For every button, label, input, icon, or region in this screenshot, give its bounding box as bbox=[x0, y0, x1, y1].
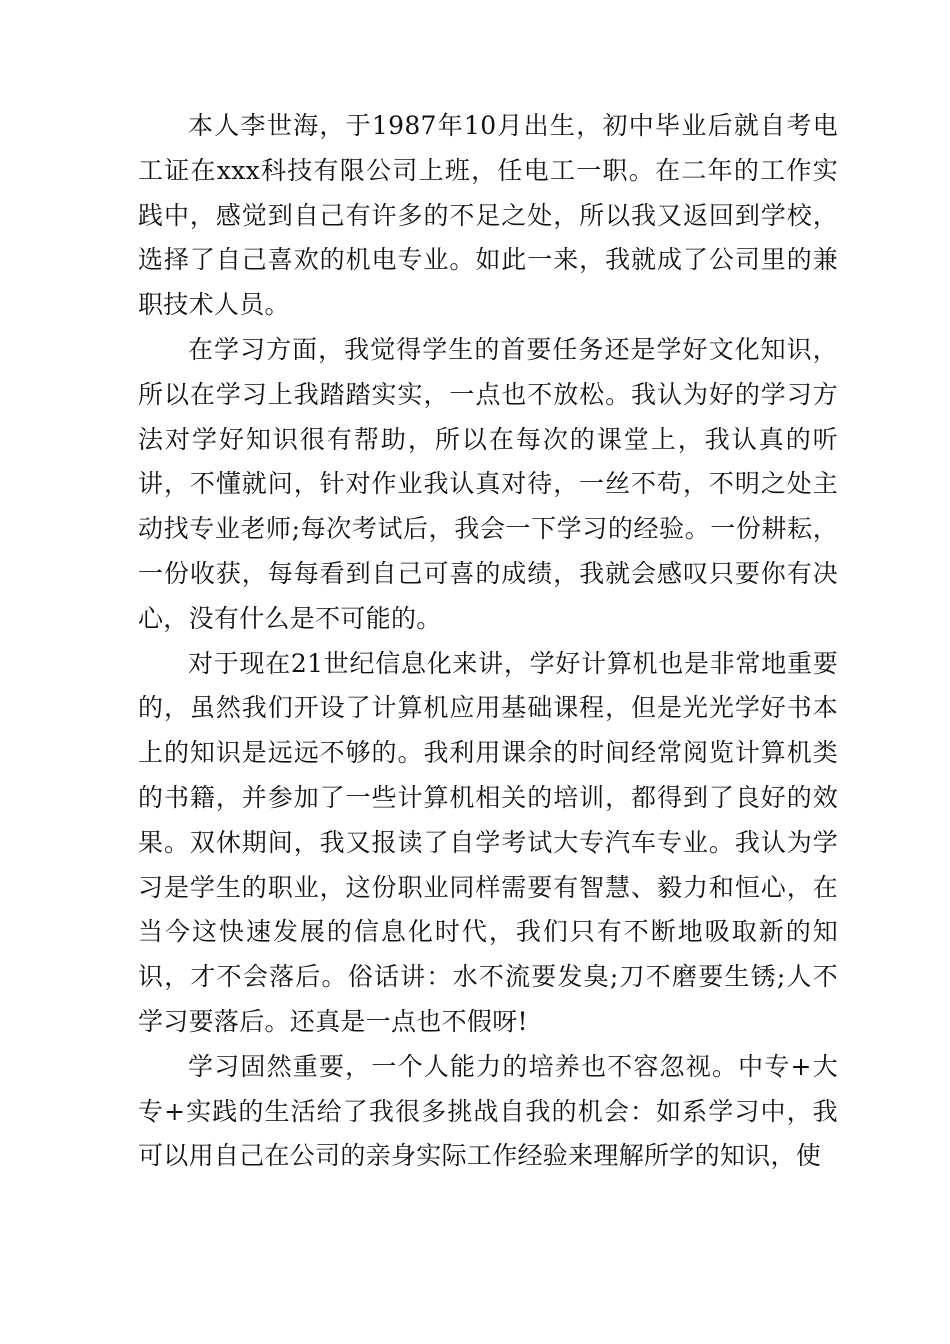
paragraph-intro: 本人李世海，于1987年10月出生，初中毕业后就自考电工证在xxx科技有限公司上班，任电工一职。在二年的工作实践中，感觉到自己有许多的不足之处，所以我又返回到学校，选择了自己喜欢的机电专业。如此一来，我就成了公司里的兼职技术人员。 bbox=[138, 111, 838, 320]
document-body bbox=[138, 104, 838, 1179]
paragraph-computer: 对于现在21世纪信息化来讲，学好计算机也是非常地重要的，虽然我们开设了计算机应用基础课程，但是光光学好书本上的知识是远远不够的。我利用课余的时间经常阅览计算机类的书籍，并参加了一些计算机相关的培训，都得到了良好的效果。双休期间，我又报读了自学考试大专汽车专业。我认为学习是学生的职业，这份职业同样需要有智慧、毅力和恒心，在当今这快速发展的信息化时代，我们只有不断地吸取新的知识，才不会落后。俗话讲：水不流要发臭;刀不磨要生锈;人不学习要落后。还真是一点也不假呀! bbox=[138, 648, 838, 1036]
paragraph-study: 在学习方面，我觉得学生的首要任务还是学好文化知识，所以在学习上我踏踏实实，一点也不放松。我认为好的学习方法对学好知识很有帮助，所以在每次的课堂上，我认真的听讲，不懂就问，针对作业我认真对待，一丝不苟，不明之处主动找专业老师;每次考试后，我会一下学习的经验。一份耕耘，一份收获，每每看到自己可喜的成绩，我就会感叹只要你有决心，没有什么是不可能的。 bbox=[138, 334, 838, 633]
paragraph-ability: 学习固然重要，一个人能力的培养也不容忽视。中专+大专+实践的生活给了我很多挑战自我的机会：如系学习中，我可以用自己在公司的亲身实际工作经验来理解所学的知识，使 bbox=[138, 1051, 838, 1171]
